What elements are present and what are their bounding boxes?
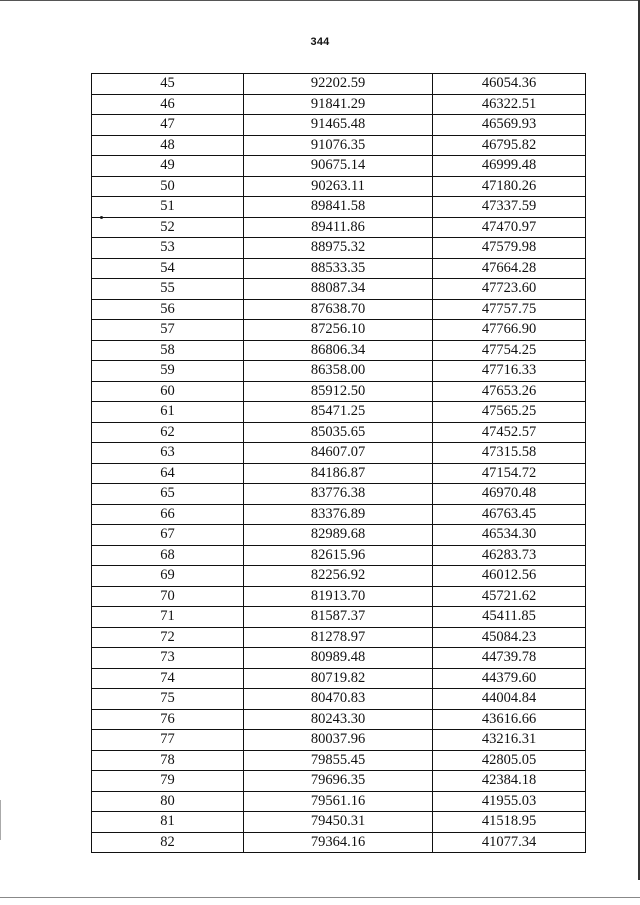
index-cell: 75 bbox=[92, 689, 244, 710]
table-row bbox=[92, 730, 586, 751]
table-row bbox=[92, 197, 586, 218]
value-b-cell: 47766.90 bbox=[433, 320, 586, 341]
value-b-cell: 43616.66 bbox=[433, 709, 586, 730]
value-a-cell: 88087.34 bbox=[244, 279, 433, 300]
value-a-cell: 85471.25 bbox=[244, 402, 433, 423]
index-cell: 59 bbox=[92, 361, 244, 382]
value-a-cell: 79561.16 bbox=[244, 791, 433, 812]
index-cell: 56 bbox=[92, 299, 244, 320]
value-b-cell: 46012.56 bbox=[433, 566, 586, 587]
table-row bbox=[92, 74, 586, 95]
index-cell: 55 bbox=[92, 279, 244, 300]
value-a-cell: 79364.16 bbox=[244, 832, 433, 853]
value-b-cell: 46283.73 bbox=[433, 545, 586, 566]
value-b-cell: 45411.85 bbox=[433, 607, 586, 628]
value-b-cell: 46795.82 bbox=[433, 135, 586, 156]
value-b-cell: 47565.25 bbox=[433, 402, 586, 423]
table-row bbox=[92, 238, 586, 259]
table-row bbox=[92, 504, 586, 525]
page-number: 344 bbox=[310, 36, 330, 48]
table-row bbox=[92, 361, 586, 382]
value-a-cell: 79696.35 bbox=[244, 771, 433, 792]
table-row bbox=[92, 258, 586, 279]
value-a-cell: 82615.96 bbox=[244, 545, 433, 566]
index-cell: 62 bbox=[92, 422, 244, 443]
index-cell: 51 bbox=[92, 197, 244, 218]
value-a-cell: 92202.59 bbox=[244, 74, 433, 95]
value-a-cell: 91076.35 bbox=[244, 135, 433, 156]
index-cell: 63 bbox=[92, 443, 244, 464]
value-a-cell: 90263.11 bbox=[244, 176, 433, 197]
index-cell: 46 bbox=[92, 94, 244, 115]
value-b-cell: 46322.51 bbox=[433, 94, 586, 115]
value-b-cell: 45084.23 bbox=[433, 627, 586, 648]
value-b-cell: 47180.26 bbox=[433, 176, 586, 197]
table-row bbox=[92, 750, 586, 771]
table-row bbox=[92, 299, 586, 320]
value-a-cell: 82989.68 bbox=[244, 525, 433, 546]
table-row bbox=[92, 402, 586, 423]
table-row bbox=[92, 627, 586, 648]
index-cell: 45 bbox=[92, 74, 244, 95]
table-row bbox=[92, 463, 586, 484]
table-row bbox=[92, 94, 586, 115]
value-b-cell: 44004.84 bbox=[433, 689, 586, 710]
value-b-cell: 42384.18 bbox=[433, 771, 586, 792]
value-a-cell: 81278.97 bbox=[244, 627, 433, 648]
index-cell: 57 bbox=[92, 320, 244, 341]
value-b-cell: 47653.26 bbox=[433, 381, 586, 402]
index-cell: 77 bbox=[92, 730, 244, 751]
value-a-cell: 85035.65 bbox=[244, 422, 433, 443]
value-a-cell: 84186.87 bbox=[244, 463, 433, 484]
index-cell: 54 bbox=[92, 258, 244, 279]
value-a-cell: 80243.30 bbox=[244, 709, 433, 730]
index-cell: 73 bbox=[92, 648, 244, 669]
table-row bbox=[92, 545, 586, 566]
table-row bbox=[92, 648, 586, 669]
value-a-cell: 91841.29 bbox=[244, 94, 433, 115]
table-row bbox=[92, 156, 586, 177]
value-a-cell: 83776.38 bbox=[244, 484, 433, 505]
value-b-cell: 43216.31 bbox=[433, 730, 586, 751]
table-row bbox=[92, 607, 586, 628]
value-a-cell: 81913.70 bbox=[244, 586, 433, 607]
value-b-cell: 47579.98 bbox=[433, 238, 586, 259]
value-a-cell: 83376.89 bbox=[244, 504, 433, 525]
value-a-cell: 87638.70 bbox=[244, 299, 433, 320]
value-a-cell: 82256.92 bbox=[244, 566, 433, 587]
index-cell: 70 bbox=[92, 586, 244, 607]
index-cell: 48 bbox=[92, 135, 244, 156]
index-cell: 67 bbox=[92, 525, 244, 546]
table-row bbox=[92, 832, 586, 853]
value-a-cell: 90675.14 bbox=[244, 156, 433, 177]
value-b-cell: 47664.28 bbox=[433, 258, 586, 279]
table-row bbox=[92, 115, 586, 136]
table-row bbox=[92, 689, 586, 710]
value-b-cell: 41077.34 bbox=[433, 832, 586, 853]
index-cell: 69 bbox=[92, 566, 244, 587]
value-a-cell: 86806.34 bbox=[244, 340, 433, 361]
index-cell: 80 bbox=[92, 791, 244, 812]
value-a-cell: 87256.10 bbox=[244, 320, 433, 341]
value-b-cell: 46763.45 bbox=[433, 504, 586, 525]
value-b-cell: 47723.60 bbox=[433, 279, 586, 300]
page-bottom-edge bbox=[0, 897, 640, 898]
index-cell: 79 bbox=[92, 771, 244, 792]
value-a-cell: 89841.58 bbox=[244, 197, 433, 218]
index-cell: 68 bbox=[92, 545, 244, 566]
value-b-cell: 46534.30 bbox=[433, 525, 586, 546]
table-row bbox=[92, 279, 586, 300]
index-cell: 61 bbox=[92, 402, 244, 423]
index-cell: 49 bbox=[92, 156, 244, 177]
value-b-cell: 47315.58 bbox=[433, 443, 586, 464]
table-row bbox=[92, 422, 586, 443]
value-a-cell: 85912.50 bbox=[244, 381, 433, 402]
value-b-cell: 46054.36 bbox=[433, 74, 586, 95]
index-cell: 65 bbox=[92, 484, 244, 505]
index-cell: 81 bbox=[92, 812, 244, 833]
value-b-cell: 45721.62 bbox=[433, 586, 586, 607]
value-a-cell: 84607.07 bbox=[244, 443, 433, 464]
value-a-cell: 80989.48 bbox=[244, 648, 433, 669]
value-b-cell: 44379.60 bbox=[433, 668, 586, 689]
table-row bbox=[92, 668, 586, 689]
value-a-cell: 89411.86 bbox=[244, 217, 433, 238]
value-b-cell: 47337.59 bbox=[433, 197, 586, 218]
table-row bbox=[92, 381, 586, 402]
value-b-cell: 47716.33 bbox=[433, 361, 586, 382]
index-cell: 60 bbox=[92, 381, 244, 402]
index-cell: 72 bbox=[92, 627, 244, 648]
index-cell: 74 bbox=[92, 668, 244, 689]
index-cell: 53 bbox=[92, 238, 244, 259]
index-cell: 66 bbox=[92, 504, 244, 525]
value-a-cell: 91465.48 bbox=[244, 115, 433, 136]
value-a-cell: 80037.96 bbox=[244, 730, 433, 751]
table-row bbox=[92, 709, 586, 730]
value-a-cell: 88533.35 bbox=[244, 258, 433, 279]
value-b-cell: 47754.25 bbox=[433, 340, 586, 361]
table-row bbox=[92, 771, 586, 792]
table-row bbox=[92, 566, 586, 587]
table-row bbox=[92, 791, 586, 812]
data-table bbox=[91, 73, 586, 853]
value-b-cell: 41955.03 bbox=[433, 791, 586, 812]
value-b-cell: 41518.95 bbox=[433, 812, 586, 833]
table-row bbox=[92, 217, 586, 238]
table-body bbox=[92, 74, 586, 853]
index-cell: 58 bbox=[92, 340, 244, 361]
value-a-cell: 86358.00 bbox=[244, 361, 433, 382]
index-cell: 82 bbox=[92, 832, 244, 853]
page-top-edge bbox=[0, 0, 640, 1]
value-a-cell: 80719.82 bbox=[244, 668, 433, 689]
index-cell: 47 bbox=[92, 115, 244, 136]
value-b-cell: 47154.72 bbox=[433, 463, 586, 484]
table-row bbox=[92, 586, 586, 607]
value-b-cell: 46569.93 bbox=[433, 115, 586, 136]
table-row bbox=[92, 525, 586, 546]
value-a-cell: 79855.45 bbox=[244, 750, 433, 771]
table-row bbox=[92, 443, 586, 464]
value-a-cell: 80470.83 bbox=[244, 689, 433, 710]
value-b-cell: 46999.48 bbox=[433, 156, 586, 177]
page-left-edge bbox=[0, 800, 1, 840]
value-a-cell: 88975.32 bbox=[244, 238, 433, 259]
table-row bbox=[92, 812, 586, 833]
index-cell: 71 bbox=[92, 607, 244, 628]
index-cell: 52 bbox=[92, 217, 244, 238]
table-row bbox=[92, 176, 586, 197]
value-b-cell: 46970.48 bbox=[433, 484, 586, 505]
index-cell: 50 bbox=[92, 176, 244, 197]
table-row bbox=[92, 320, 586, 341]
value-b-cell: 47470.97 bbox=[433, 217, 586, 238]
index-cell: 64 bbox=[92, 463, 244, 484]
table-row bbox=[92, 340, 586, 361]
table-row bbox=[92, 135, 586, 156]
value-b-cell: 47757.75 bbox=[433, 299, 586, 320]
value-b-cell: 47452.57 bbox=[433, 422, 586, 443]
value-a-cell: 79450.31 bbox=[244, 812, 433, 833]
value-a-cell: 81587.37 bbox=[244, 607, 433, 628]
index-cell: 78 bbox=[92, 750, 244, 771]
value-b-cell: 44739.78 bbox=[433, 648, 586, 669]
value-b-cell: 42805.05 bbox=[433, 750, 586, 771]
table-row bbox=[92, 484, 586, 505]
index-cell: 76 bbox=[92, 709, 244, 730]
